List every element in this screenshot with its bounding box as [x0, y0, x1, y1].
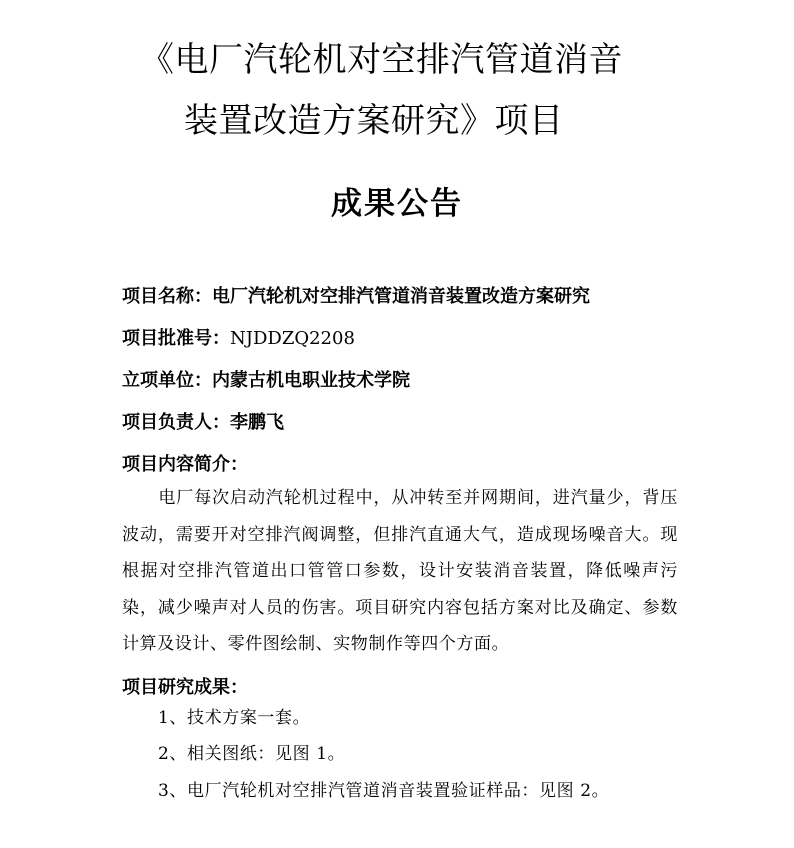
approval-number-value: NJDDZQ2208: [230, 328, 355, 349]
project-unit-value: 内蒙古机电职业技术学院: [212, 370, 410, 391]
project-unit-label: 立项单位：: [122, 370, 212, 391]
project-name-field: [122, 285, 590, 309]
result-item-3: 3、电厂汽轮机对空排汽管道消音装置验证样品：见图 2。: [158, 781, 610, 801]
approval-number-field: [122, 327, 355, 351]
project-name-value: 电厂汽轮机对空排汽管道消音装置改造方案研究: [212, 286, 590, 307]
project-intro-text: 电厂每次启动汽轮机过程中，从冲转至并网期间，进汽量少，背压波动，需要开对空排汽阀调整，但排汽直通大气，造成现场噪音大。现根据对空排汽管道出口管管口参数，设计安装消音装置，降低噪声污染，减少噪声对人员的伤害。项目研究内容包括方案对比及确定、参数计算及设计、零件图绘制、实物制作等四个方面。: [122, 488, 678, 655]
result-item-1: 1、技术方案一套。: [158, 708, 311, 728]
results-label: 项目研究成果：: [122, 677, 248, 698]
project-leader-field: [122, 411, 284, 435]
project-leader-value: 李鹏飞: [230, 412, 284, 433]
announcement-heading: 成果公告: [331, 186, 463, 222]
project-unit-field: [122, 369, 410, 393]
document-title-line-2: 装置改造方案研究》项目: [184, 101, 564, 141]
document-title-line-1: 《电厂汽轮机对空排汽管道消音: [140, 40, 623, 80]
project-intro-label: 项目内容简介：: [122, 454, 248, 475]
approval-number-label: 项目批准号：: [122, 328, 230, 349]
result-item-2: 2、相关图纸：见图 1。: [158, 744, 346, 764]
project-leader-label: 项目负责人：: [122, 412, 230, 433]
project-intro-paragraph: [122, 480, 678, 663]
project-name-label: 项目名称：: [122, 286, 212, 307]
